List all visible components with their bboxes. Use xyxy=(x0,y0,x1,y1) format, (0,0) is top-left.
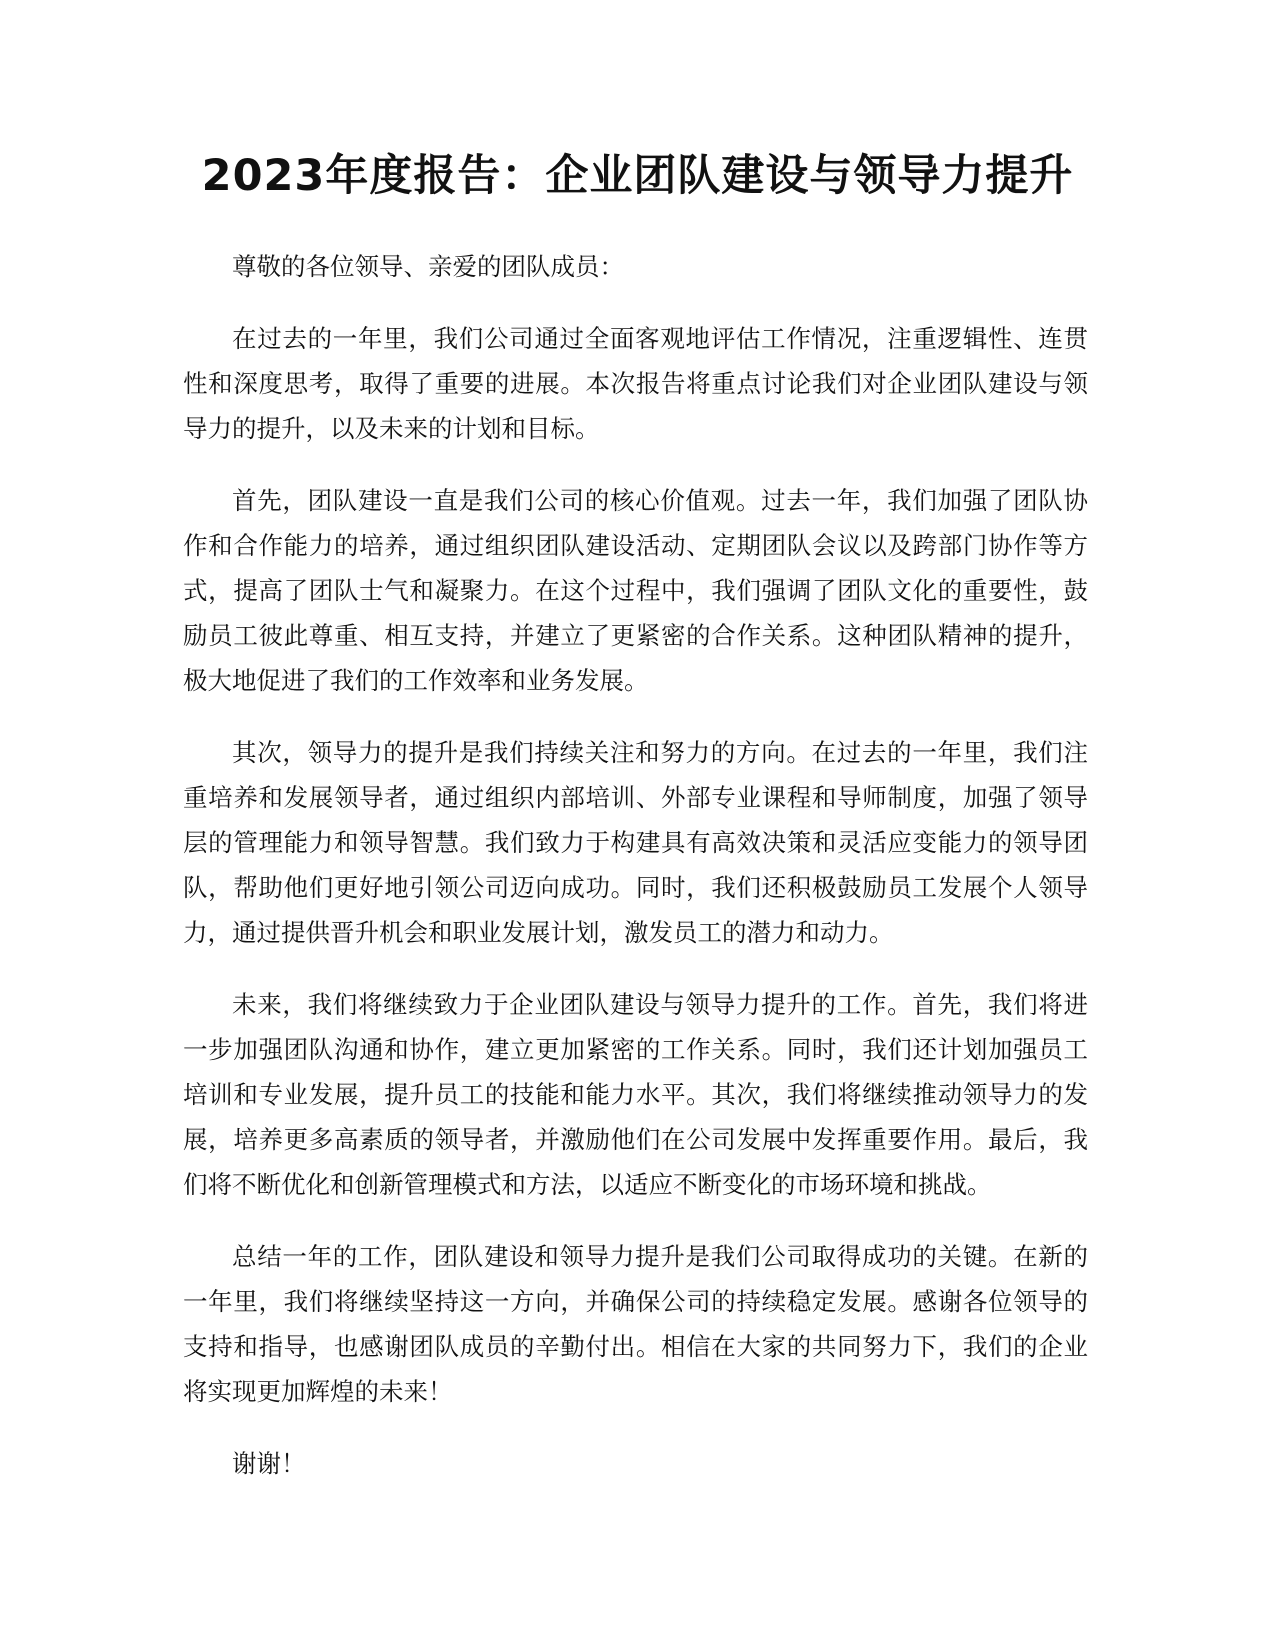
paragraph: 在过去的一年里，我们公司通过全面客观地评估工作情况，注重逻辑性、连贯性和深度思考，取得了重要的进展。本次报告将重点讨论我们对企业团队建设与领导力的提升，以及未来的计划和目标。 xyxy=(183,324,1088,443)
paragraph: 未来，我们将继续致力于企业团队建设与领导力提升的工作。首先，我们将进一步加强团队沟通和协作，建立更加紧密的工作关系。同时，我们还计划加强员工培训和专业发展，提升员工的技能和能力水平。其次，我们将继续推动领导力的发展，培养更多高素质的领导者，并激励他们在公司发展中发挥重要作用。最后，我们将不断优化和创新管理模式和方法，以适应不断变化的市场环境和挑战。 xyxy=(183,990,1088,1199)
closing: 谢谢！ xyxy=(232,1449,306,1478)
salutation: 尊敬的各位领导、亲爱的团队成员： xyxy=(232,252,624,281)
paragraph: 其次，领导力的提升是我们持续关注和努力的方向。在过去的一年里，我们注重培养和发展领导者，通过组织内部培训、外部专业课程和导师制度，加强了领导层的管理能力和领导智慧。我们致力于构建具有高效决策和灵活应变能力的领导团队，帮助他们更好地引领公司迈向成功。同时，我们还积极鼓励员工发展个人领导力，通过提供晋升机会和职业发展计划，激发员工的潜力和动力。 xyxy=(183,738,1088,947)
document-body xyxy=(183,244,1088,1513)
paragraph: 首先，团队建设一直是我们公司的核心价值观。过去一年，我们加强了团队协作和合作能力的培养，通过组织团队建设活动、定期团队会议以及跨部门协作等方式，提高了团队士气和凝聚力。在这个过程中，我们强调了团队文化的重要性，鼓励员工彼此尊重、相互支持，并建立了更紧密的合作关系。这种团队精神的提升，极大地促进了我们的工作效率和业务发展。 xyxy=(183,486,1088,695)
paragraph: 总结一年的工作，团队建设和领导力提升是我们公司取得成功的关键。在新的一年里，我们将继续坚持这一方向，并确保公司的持续稳定发展。感谢各位领导的支持和指导，也感谢团队成员的辛勤付出。相信在大家的共同努力下，我们的企业将实现更加辉煌的未来！ xyxy=(183,1242,1088,1406)
document-title: 2023年度报告：企业团队建设与领导力提升 xyxy=(201,151,1074,201)
